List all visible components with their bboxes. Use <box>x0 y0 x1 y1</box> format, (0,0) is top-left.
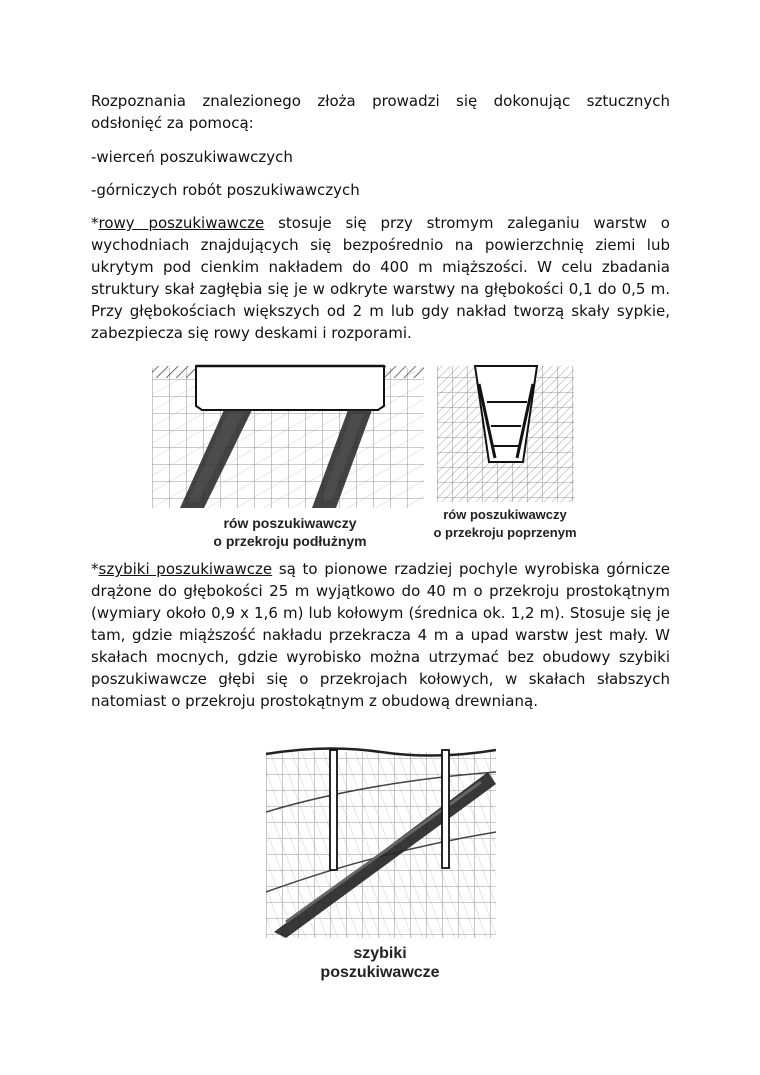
caption-line: poszukiwawcze <box>320 964 440 981</box>
shafts-paragraph <box>91 558 670 712</box>
caption-line: o przekroju podłużnym <box>213 533 367 549</box>
caption-line: rów poszukiwawczy <box>443 507 567 522</box>
shafts-term: szybiki poszukiwawcze <box>98 560 273 578</box>
method-item-drilling: -wierceń poszukiwawczych <box>91 148 293 166</box>
exploration-shafts-figure <box>266 742 496 938</box>
caption-line: o przekroju poprzenym <box>433 525 577 540</box>
trench-cross-section-figure <box>437 362 574 502</box>
trenches-prefix: * <box>91 214 99 232</box>
shafts-text: są to pionowe rzadziej pochyle wyrobiska górnicze drążone do głębokości 25 m wyjątkowo do 40 m o przekroju prostokątnym (wymiary około 0,9 x 1,6 m) lub kołowym (średnica ok. 1,2 m). Stosuje się je tam, gdzie miąższość nakładu przekracza 4 m a upad warstw jest mały. W skałach mocnych, gdzie wyrobisko można utrzymać bez obudowy szybiki poszukiwawcze głębi się o przekrojach kołowych, w skałach słabszych natomiast o przekroju prostokątnym z obudową drewnianą. <box>91 560 670 710</box>
method-item-mining-works: -górniczych robót poszukiwawczych <box>91 181 360 199</box>
exploration-shafts-caption <box>290 944 470 982</box>
trench-longitudinal-figure <box>152 362 424 508</box>
caption-line: rów poszukiwawczy <box>223 515 357 531</box>
shafts-prefix: * <box>91 560 99 578</box>
intro-paragraph: Rozpoznania znalezionego złoża prowadzi się dokonując sztucznych odsłonięć za pomocą: <box>91 92 670 132</box>
trenches-term: rowy poszukiwawcze <box>98 214 265 232</box>
trenches-paragraph <box>91 212 670 344</box>
caption-line: szybiki <box>353 945 407 962</box>
trench-cross-section-caption <box>430 506 580 542</box>
trenches-text: stosuje się przy stromym zaleganiu warstw o wychodniach znajdujących się bezpośrednio na powierzchnię ziemi lub ukrytym pod cienkim nakładem do 400 m miąższości. W celu zbadania struktury skał zagłębia się je w odkryte warstwy na głębokości 0,1 do 0,5 m. Przy głębokościach większych od 2 m lub gdy nakład tworzą skały sypkie, zabezpiecza się rowy deskami i rozporami. <box>91 214 670 342</box>
trench-longitudinal-caption <box>200 514 380 550</box>
